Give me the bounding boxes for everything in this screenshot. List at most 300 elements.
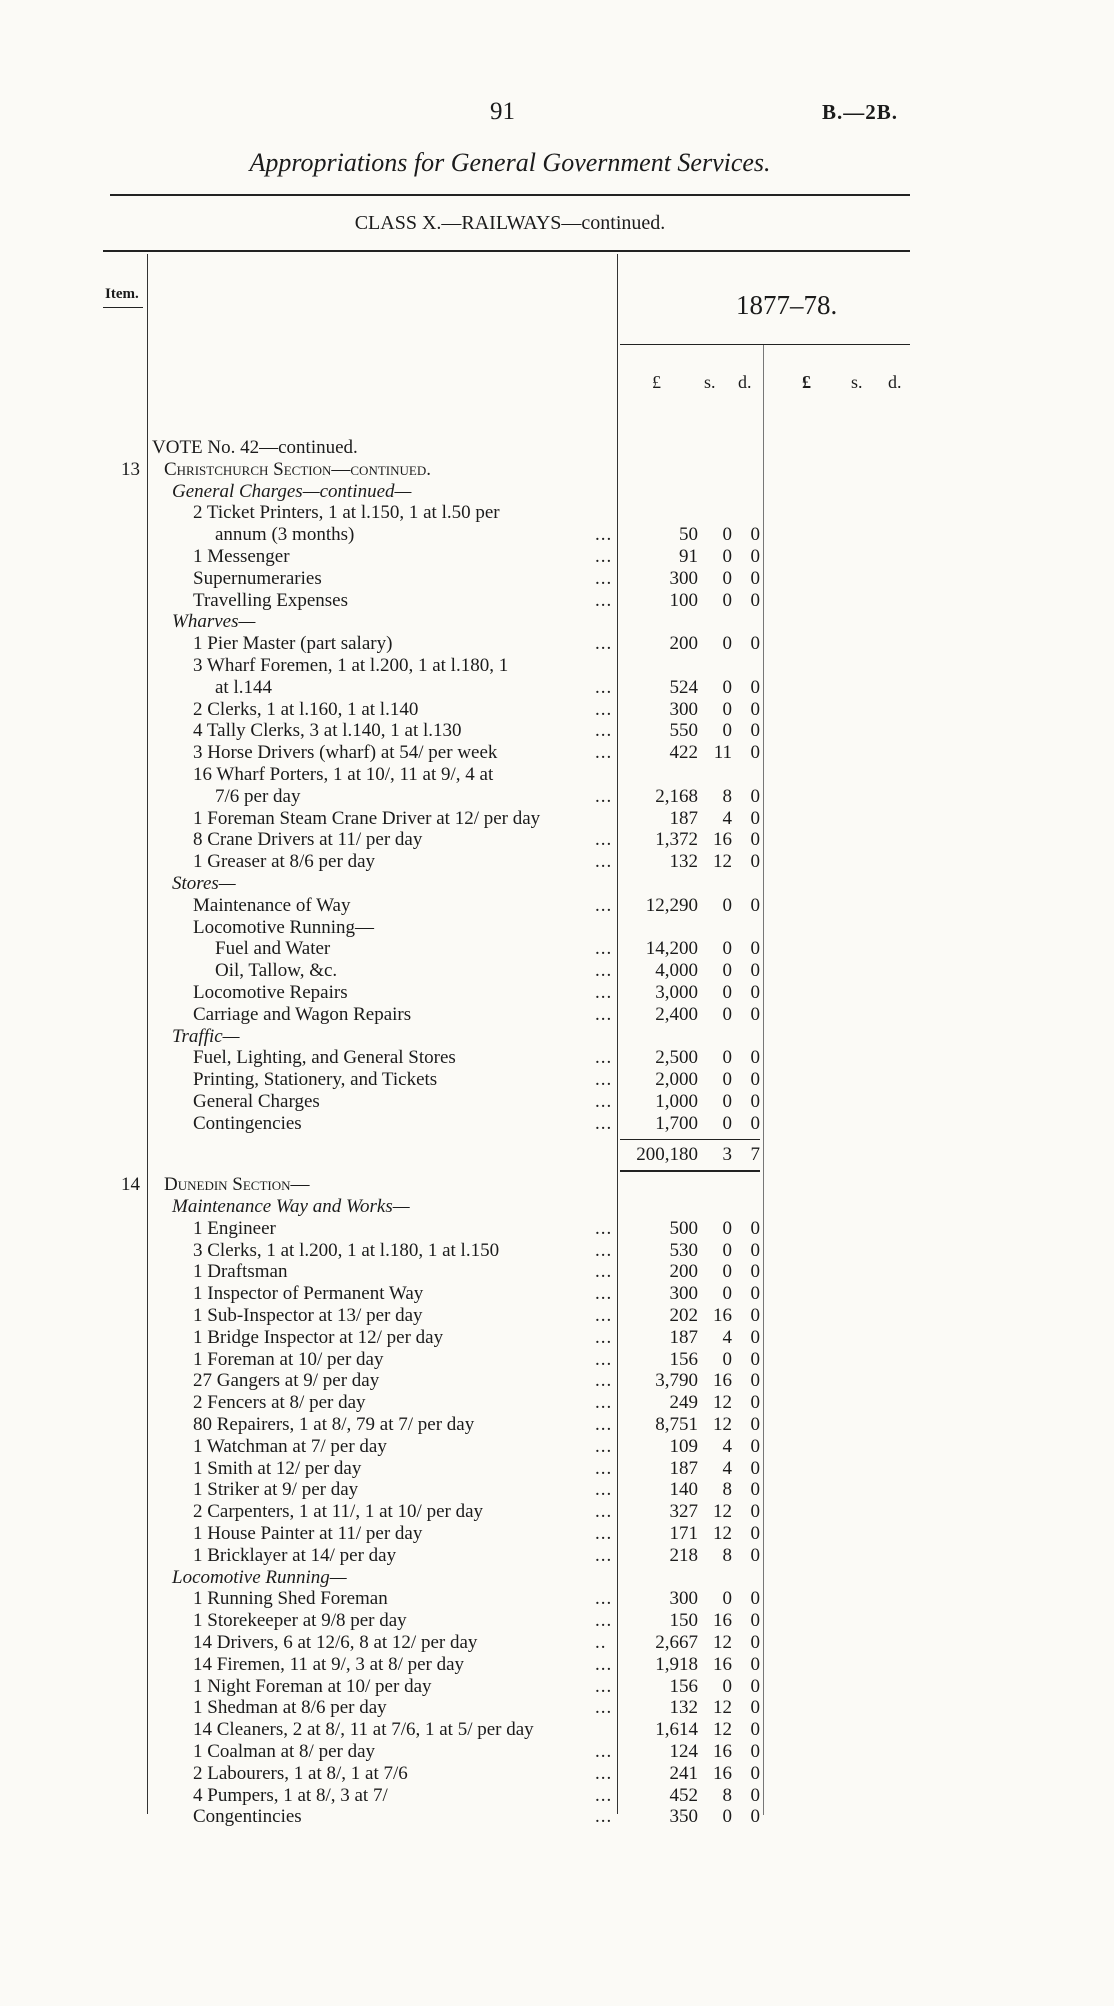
amount-shillings: 0 — [722, 676, 732, 698]
table-row — [0, 502, 1114, 524]
shillings-header-right: s. — [851, 372, 863, 392]
row-description: 14 Cleaners, 2 at 8/, 11 at 7/6, 1 at 5/ per day — [193, 1719, 534, 1741]
amount-pence: 0 — [750, 785, 760, 807]
table-row — [0, 829, 1114, 851]
amount-pounds: 1,372 — [655, 829, 698, 851]
year-header-underline — [620, 344, 910, 345]
leader-dots: ... — [595, 1392, 613, 1414]
amount-shillings: 16 — [713, 1762, 732, 1784]
amount-shillings: 12 — [713, 851, 732, 873]
amount-pounds: 140 — [669, 1479, 698, 1501]
row-description: 14 Firemen, 11 at 9/, 3 at 8/ per day — [193, 1653, 465, 1675]
item-number: 13 — [121, 458, 140, 480]
leader-dots: ... — [595, 851, 613, 873]
amount-pence: 0 — [750, 589, 760, 611]
leader-dots: ... — [595, 1675, 613, 1697]
amount-pounds: 187 — [669, 1326, 698, 1348]
amount-shillings: 0 — [722, 720, 732, 742]
item-number: 14 — [121, 1174, 140, 1196]
leader-dots: ... — [595, 633, 613, 655]
row-description: 2 Fencers at 8/ per day — [193, 1392, 366, 1414]
amount-shillings: 12 — [713, 1523, 732, 1545]
amount-shillings: 16 — [713, 1610, 732, 1632]
table-row — [0, 742, 1114, 764]
amount-shillings: 12 — [713, 1392, 732, 1414]
table-row — [0, 1091, 1114, 1113]
row-description: Locomotive Running— — [193, 916, 375, 938]
amount-pounds: 524 — [669, 676, 698, 698]
amount-shillings: 0 — [722, 1112, 732, 1134]
appropriations-table-body — [0, 437, 1114, 1828]
amount-shillings: 0 — [722, 1348, 732, 1370]
leader-dots: ... — [595, 1414, 613, 1436]
table-row — [0, 1327, 1114, 1349]
leader-dots: ... — [595, 1784, 613, 1806]
table-row — [0, 1479, 1114, 1501]
amount-shillings: 16 — [713, 1653, 732, 1675]
amount-pounds: 50 — [679, 524, 698, 546]
amount-pounds: 200,180 — [636, 1143, 698, 1165]
row-description: 1 House Painter at 11/ per day — [193, 1523, 423, 1545]
row-description: 16 Wharf Porters, 1 at 10/, 11 at 9/, 4 at — [193, 763, 494, 785]
table-row — [0, 459, 1114, 481]
row-description: 1 Storekeeper at 9/8 per day — [193, 1610, 407, 1632]
table-row — [0, 1676, 1114, 1698]
spacer-row — [0, 1135, 1114, 1144]
table-row — [0, 1741, 1114, 1763]
row-description: 1 Foreman at 10/ per day — [193, 1348, 384, 1370]
row-description: 1 Foreman Steam Crane Driver at 12/ per day — [193, 807, 541, 829]
amount-pounds: 132 — [669, 851, 698, 873]
amount-pence: 0 — [750, 1217, 760, 1239]
row-description: at l.144 — [215, 676, 272, 698]
row-description: 1 Smith at 12/ per day — [193, 1457, 362, 1479]
table-row — [0, 1370, 1114, 1392]
row-description: VOTE No. 42—continued. — [152, 437, 358, 458]
table-row — [0, 917, 1114, 939]
amount-pence: 0 — [750, 829, 760, 851]
amount-pence: 0 — [750, 1003, 760, 1025]
row-description: 1 Coalman at 8/ per day — [193, 1741, 376, 1763]
table-row — [0, 1610, 1114, 1632]
amount-pence: 0 — [750, 1435, 760, 1457]
pence-header-left: d. — [738, 372, 752, 392]
amount-pounds: 3,790 — [655, 1370, 698, 1392]
amount-pence: 0 — [750, 1523, 760, 1545]
amount-pence: 0 — [750, 807, 760, 829]
table-row — [0, 677, 1114, 699]
amount-shillings: 4 — [722, 1435, 732, 1457]
leader-dots: ... — [595, 1370, 613, 1392]
amount-pence: 0 — [750, 1261, 760, 1283]
amount-pence: 0 — [750, 567, 760, 589]
amount-shillings: 12 — [713, 1501, 732, 1523]
leader-dots: ... — [595, 894, 613, 916]
amount-pence: 0 — [750, 524, 760, 546]
leader-dots: ... — [595, 1217, 613, 1239]
leader-dots: ... — [595, 1435, 613, 1457]
leader-dots: ... — [595, 981, 613, 1003]
amount-pence: 0 — [750, 1675, 760, 1697]
table-row — [0, 1218, 1114, 1240]
amount-shillings: 0 — [722, 1675, 732, 1697]
amount-pounds: 327 — [669, 1501, 698, 1523]
amount-shillings: 11 — [713, 742, 732, 764]
amount-shillings: 0 — [722, 545, 732, 567]
table-row — [0, 960, 1114, 982]
amount-pounds: 12,290 — [645, 894, 698, 916]
leader-dots: ... — [595, 1326, 613, 1348]
shillings-header-left: s. — [704, 372, 716, 392]
amount-pence: 0 — [750, 1501, 760, 1523]
row-description: 1 Night Foreman at 10/ per day — [193, 1675, 432, 1697]
leader-dots: ... — [595, 589, 613, 611]
row-description: 2 Clerks, 1 at l.160, 1 at l.140 — [193, 698, 419, 720]
table-row — [0, 1697, 1114, 1719]
table-row — [0, 568, 1114, 590]
pounds-header-right: £ — [802, 372, 811, 392]
row-description: 8 Crane Drivers at 11/ per day — [193, 829, 423, 851]
leader-dots: ... — [595, 1588, 613, 1610]
leader-dots: ... — [595, 1523, 613, 1545]
table-row — [0, 699, 1114, 721]
row-description: 3 Clerks, 1 at l.200, 1 at l.180, 1 at l.150 — [193, 1239, 500, 1261]
row-description: Fuel and Water — [215, 938, 331, 960]
amount-pounds: 249 — [669, 1392, 698, 1414]
amount-pounds: 350 — [669, 1806, 698, 1828]
amount-pounds: 156 — [669, 1348, 698, 1370]
amount-pence: 0 — [750, 1457, 760, 1479]
amount-shillings: 8 — [722, 1544, 732, 1566]
amount-pence: 0 — [750, 938, 760, 960]
leader-dots: ... — [595, 545, 613, 567]
leader-dots: ... — [595, 785, 613, 807]
amount-pence: 0 — [750, 1348, 760, 1370]
amount-pounds: 100 — [669, 589, 698, 611]
table-row — [0, 524, 1114, 546]
row-description: 14 Drivers, 6 at 12/6, 8 at 12/ per day — [193, 1632, 478, 1654]
leader-dots: ... — [595, 1261, 613, 1283]
row-description: 1 Striker at 9/ per day — [193, 1479, 359, 1501]
leader-dots: ... — [595, 742, 613, 764]
amount-pence: 0 — [750, 1610, 760, 1632]
year-header: 1877–78. — [736, 290, 838, 320]
table-row — [0, 590, 1114, 612]
amount-shillings: 12 — [713, 1719, 732, 1741]
table-row — [0, 1806, 1114, 1828]
leader-dots: ... — [595, 1283, 613, 1305]
amount-pence: 0 — [750, 1047, 760, 1069]
amount-pence: 0 — [750, 1762, 760, 1784]
row-description: Maintenance Way and Works— — [172, 1196, 410, 1218]
amount-pounds: 2,500 — [655, 1047, 698, 1069]
amount-pounds: 1,614 — [655, 1719, 698, 1741]
row-description: Supernumeraries — [193, 567, 322, 589]
subtotal-rule-top — [620, 1139, 760, 1140]
amount-pence: 0 — [750, 1305, 760, 1327]
amount-pounds: 4,000 — [655, 960, 698, 982]
amount-shillings: 0 — [722, 1261, 732, 1283]
row-description: 4 Pumpers, 1 at 8/, 3 at 7/ — [193, 1784, 388, 1806]
table-row — [0, 1196, 1114, 1218]
amount-shillings: 0 — [722, 1217, 732, 1239]
amount-shillings: 8 — [722, 1479, 732, 1501]
leader-dots: ... — [595, 1610, 613, 1632]
amount-pounds: 124 — [669, 1741, 698, 1763]
amount-shillings: 0 — [722, 1239, 732, 1261]
row-description: Christchurch Section—continued. — [164, 458, 431, 480]
table-row — [0, 808, 1114, 830]
table-row — [0, 1654, 1114, 1676]
amount-shillings: 12 — [713, 1414, 732, 1436]
amount-pence: 0 — [750, 545, 760, 567]
amount-shillings: 3 — [722, 1143, 732, 1165]
amount-pence: 0 — [750, 698, 760, 720]
amount-shillings: 0 — [722, 698, 732, 720]
amount-pounds: 1,700 — [655, 1112, 698, 1134]
amount-pounds: 202 — [669, 1305, 698, 1327]
table-row — [0, 873, 1114, 895]
amount-shillings: 16 — [713, 1305, 732, 1327]
table-row — [0, 720, 1114, 742]
leader-dots: ... — [595, 1457, 613, 1479]
amount-pence: 0 — [750, 1479, 760, 1501]
amount-pounds: 218 — [669, 1544, 698, 1566]
amount-pounds: 422 — [669, 742, 698, 764]
row-description: 1 Draftsman — [193, 1261, 288, 1283]
amount-shillings: 4 — [722, 1326, 732, 1348]
amount-pence: 0 — [750, 960, 760, 982]
table-row — [0, 1174, 1114, 1196]
row-description: 27 Gangers at 9/ per day — [193, 1370, 380, 1392]
amount-pounds: 156 — [669, 1675, 698, 1697]
amount-pence: 0 — [750, 676, 760, 698]
amount-pounds: 91 — [679, 545, 698, 567]
table-row — [0, 1261, 1114, 1283]
table-row — [0, 764, 1114, 786]
row-description: Maintenance of Way — [193, 894, 351, 916]
amount-pence: 0 — [750, 1544, 760, 1566]
amount-pence: 0 — [750, 1069, 760, 1091]
leader-dots: ... — [595, 1112, 613, 1134]
amount-pence: 0 — [750, 742, 760, 764]
amount-pence: 0 — [750, 1370, 760, 1392]
amount-pounds: 3,000 — [655, 981, 698, 1003]
table-row — [0, 1785, 1114, 1807]
amount-pence: 0 — [750, 1414, 760, 1436]
row-description: Locomotive Repairs — [193, 981, 348, 1003]
table-row — [0, 1305, 1114, 1327]
leader-dots: ... — [595, 1653, 613, 1675]
amount-pounds: 1,918 — [655, 1653, 698, 1675]
amount-pounds: 171 — [669, 1523, 698, 1545]
spacer-row — [0, 1165, 1114, 1174]
amount-shillings: 0 — [722, 1003, 732, 1025]
leader-dots: .. — [595, 1632, 607, 1654]
table-top-rule — [103, 250, 910, 252]
leader-dots: ... — [595, 1806, 613, 1828]
row-description: 7/6 per day — [215, 785, 301, 807]
table-row — [0, 1047, 1114, 1069]
table-row — [0, 1436, 1114, 1458]
amount-pounds: 2,000 — [655, 1069, 698, 1091]
table-row — [0, 481, 1114, 503]
leader-dots: ... — [595, 1003, 613, 1025]
pence-header-right: d. — [888, 372, 902, 392]
amount-shillings: 0 — [722, 1588, 732, 1610]
amount-pence: 0 — [750, 633, 760, 655]
row-description: 1 Bricklayer at 14/ per day — [193, 1544, 397, 1566]
row-description: Carriage and Wagon Repairs — [193, 1003, 412, 1025]
amount-shillings: 0 — [722, 524, 732, 546]
amount-pence: 0 — [750, 1719, 760, 1741]
row-description: 1 Messenger — [193, 545, 290, 567]
leader-dots: ... — [595, 1479, 613, 1501]
amount-pounds: 132 — [669, 1697, 698, 1719]
amount-pounds: 1,000 — [655, 1090, 698, 1112]
row-description: Contingencies — [193, 1112, 302, 1134]
leader-dots: ... — [595, 1697, 613, 1719]
amount-pence: 0 — [750, 1112, 760, 1134]
amount-shillings: 0 — [722, 938, 732, 960]
leader-dots: ... — [595, 698, 613, 720]
amount-pounds: 8,751 — [655, 1414, 698, 1436]
amount-shillings: 8 — [722, 785, 732, 807]
row-description: 1 Pier Master (part salary) — [193, 633, 393, 655]
amount-shillings: 16 — [713, 1370, 732, 1392]
leader-dots: ... — [595, 567, 613, 589]
amount-pounds: 200 — [669, 633, 698, 655]
row-description: Oil, Tallow, &c. — [215, 960, 338, 982]
amount-pence: 0 — [750, 1632, 760, 1654]
table-row — [0, 1349, 1114, 1371]
table-row — [0, 1392, 1114, 1414]
document-reference: B.—2B. — [822, 100, 899, 124]
amount-pounds: 300 — [669, 567, 698, 589]
amount-shillings: 0 — [722, 960, 732, 982]
leader-dots: ... — [595, 938, 613, 960]
row-description: Locomotive Running— — [172, 1566, 347, 1588]
table-row — [0, 437, 1114, 459]
amount-pounds: 187 — [669, 1457, 698, 1479]
amount-pence: 0 — [750, 1697, 760, 1719]
row-description: 1 Greaser at 8/6 per day — [193, 851, 376, 873]
amount-pence: 7 — [750, 1143, 760, 1165]
table-row — [0, 1567, 1114, 1589]
row-description: 1 Shedman at 8/6 per day — [193, 1697, 387, 1719]
amount-pounds: 300 — [669, 1588, 698, 1610]
leader-dots: ... — [595, 1501, 613, 1523]
amount-pounds: 300 — [669, 1283, 698, 1305]
leader-dots: ... — [595, 524, 613, 546]
row-description: 2 Labourers, 1 at 8/, 1 at 7/6 — [193, 1762, 408, 1784]
amount-pounds: 530 — [669, 1239, 698, 1261]
table-row — [0, 1763, 1114, 1785]
row-description: General Charges — [193, 1090, 320, 1112]
row-description: 1 Engineer — [193, 1217, 276, 1239]
table-row — [0, 1026, 1114, 1048]
leader-dots: ... — [595, 1305, 613, 1327]
table-row — [0, 1632, 1114, 1654]
table-row — [0, 982, 1114, 1004]
amount-pounds: 241 — [669, 1762, 698, 1784]
leader-dots: ... — [595, 1741, 613, 1763]
amount-pence: 0 — [750, 1653, 760, 1675]
amount-pence: 0 — [750, 1326, 760, 1348]
leader-dots: ... — [595, 1239, 613, 1261]
amount-shillings: 0 — [722, 981, 732, 1003]
pounds-header-left: £ — [652, 372, 661, 392]
amount-shillings: 0 — [722, 589, 732, 611]
amount-shillings: 4 — [722, 807, 732, 829]
leader-dots: ... — [595, 960, 613, 982]
leader-dots: ... — [595, 1090, 613, 1112]
table-row — [0, 1719, 1114, 1741]
table-row — [0, 1004, 1114, 1026]
row-description: Wharves— — [172, 611, 256, 633]
title-rule — [110, 194, 910, 196]
amount-shillings: 0 — [722, 1806, 732, 1828]
amount-pence: 0 — [750, 851, 760, 873]
row-description: 2 Carpenters, 1 at 11/, 1 at 10/ per day — [193, 1501, 484, 1523]
amount-pounds: 500 — [669, 1217, 698, 1239]
row-description: 1 Bridge Inspector at 12/ per day — [193, 1326, 444, 1348]
amount-pounds: 2,400 — [655, 1003, 698, 1025]
amount-pence: 0 — [750, 1090, 760, 1112]
class-heading: CLASS X.—RAILWAYS—continued. — [354, 212, 666, 234]
amount-shillings: 16 — [713, 829, 732, 851]
amount-pounds: 109 — [669, 1435, 698, 1457]
row-description: General Charges—continued— — [172, 480, 412, 502]
row-description: 3 Horse Drivers (wharf) at 54/ per week — [193, 742, 498, 764]
leader-dots: ... — [595, 1544, 613, 1566]
amount-pence: 0 — [750, 1239, 760, 1261]
row-description: 3 Wharf Foremen, 1 at l.200, 1 at l.180, 1 — [193, 654, 509, 676]
amount-pounds: 150 — [669, 1610, 698, 1632]
amount-pounds: 14,200 — [645, 938, 698, 960]
row-description: 1 Sub-Inspector at 13/ per day — [193, 1305, 423, 1327]
amount-pence: 0 — [750, 1392, 760, 1414]
leader-dots: ... — [595, 1069, 613, 1091]
table-row — [0, 546, 1114, 568]
page-title: Appropriations for General Government Services. — [249, 148, 771, 177]
amount-pounds: 200 — [669, 1261, 698, 1283]
row-description: 2 Ticket Printers, 1 at l.150, 1 at l.50 per — [193, 502, 500, 524]
table-row — [0, 1069, 1114, 1091]
table-row — [0, 1283, 1114, 1305]
amount-shillings: 8 — [722, 1784, 732, 1806]
amount-pounds: 452 — [669, 1784, 698, 1806]
amount-pounds: 2,667 — [655, 1632, 698, 1654]
row-description: 4 Tally Clerks, 3 at l.140, 1 at l.130 — [193, 720, 462, 742]
row-description: Travelling Expenses — [193, 589, 348, 611]
amount-shillings: 0 — [722, 1069, 732, 1091]
amount-shillings: 0 — [722, 567, 732, 589]
amount-pounds: 300 — [669, 698, 698, 720]
amount-shillings: 0 — [722, 1090, 732, 1112]
amount-shillings: 0 — [722, 894, 732, 916]
leader-dots: ... — [595, 676, 613, 698]
leader-dots: ... — [595, 720, 613, 742]
table-row — [0, 895, 1114, 917]
leader-dots: ... — [595, 1348, 613, 1370]
amount-shillings: 4 — [722, 1457, 732, 1479]
item-column-header: Item. — [105, 286, 139, 302]
row-description: 1 Watchman at 7/ per day — [193, 1435, 387, 1457]
row-description: Stores— — [172, 872, 236, 894]
row-description: 1 Inspector of Permanent Way — [193, 1283, 424, 1305]
row-description: Traffic— — [172, 1025, 240, 1047]
